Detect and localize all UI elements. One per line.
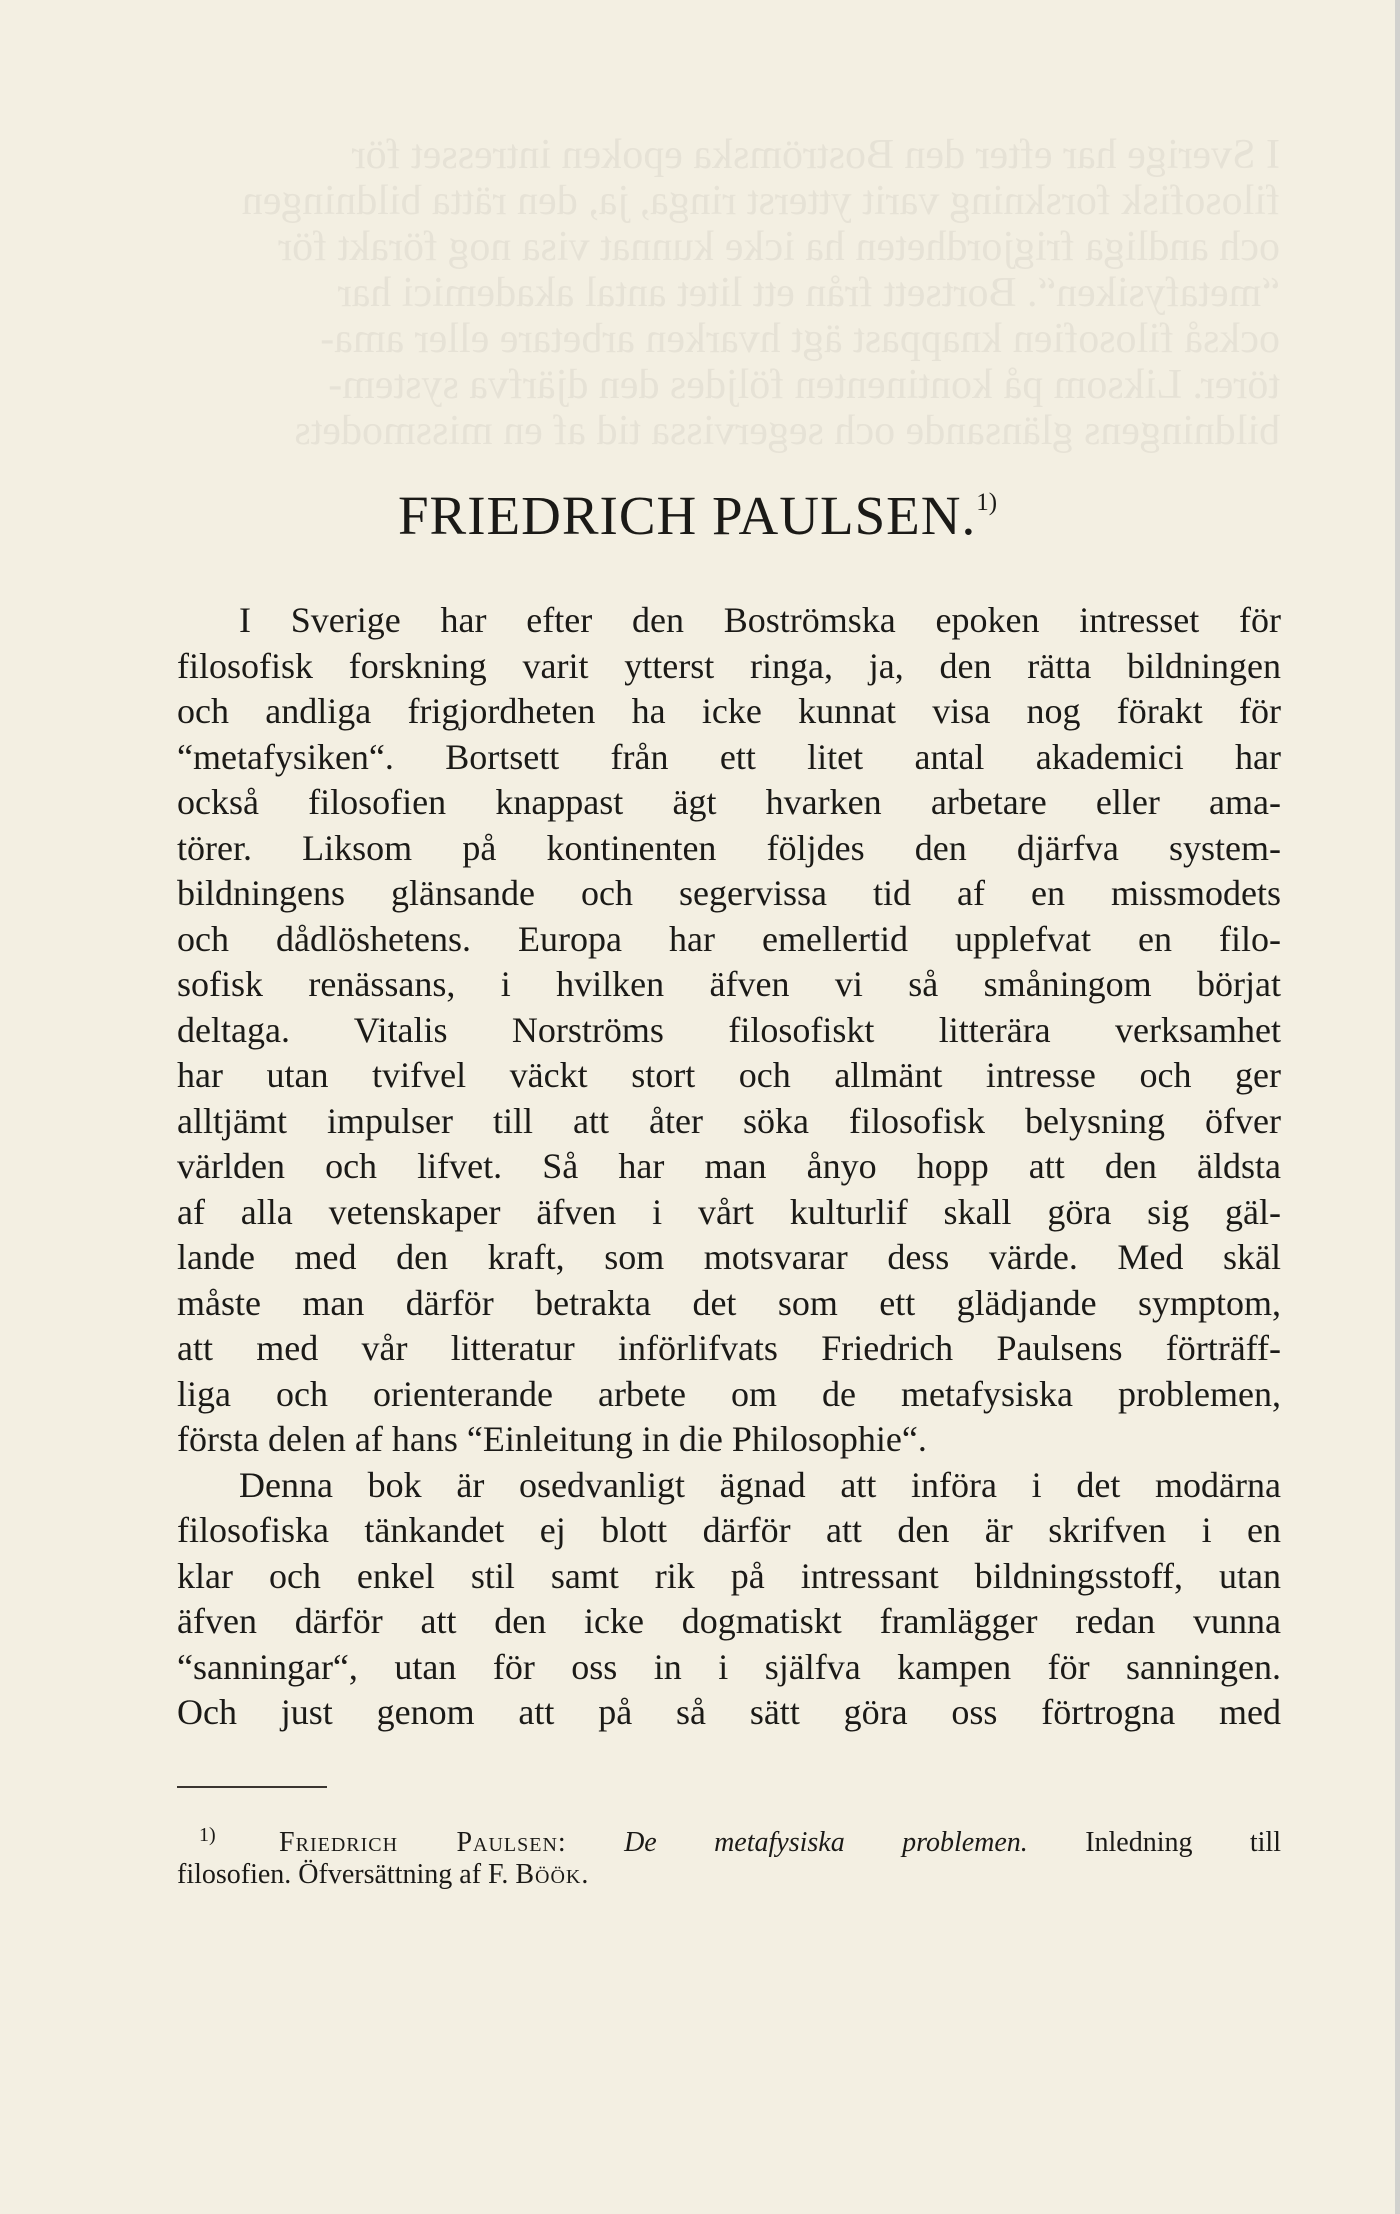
text-line: och andliga frigjordheten ha icke kunnat visa nog förakt för xyxy=(177,691,1281,731)
footnote-ref: 1) xyxy=(976,489,998,516)
footnote-marker: 1) xyxy=(199,1824,216,1846)
bleed-line: “metafysiken“. Bortsett från ett litet antal akademici har xyxy=(337,270,1280,316)
footnote-line-1 xyxy=(177,1815,1281,1858)
text-line: liga och orienterande arbete om de metafysiska problemen, xyxy=(177,1373,1281,1414)
text-line: lande med den kraft, som motsvarar dess värde. Med skäl xyxy=(177,1237,1281,1277)
bleed-line: I Sverige har efter den Boströmska epoken intresset för xyxy=(351,132,1280,178)
footnote-translator: Böök xyxy=(515,1859,582,1890)
text-line: och dådlöshetens. Europa har emellertid upplefvat en filo- xyxy=(177,918,1281,959)
text-line: af alla vetenskaper äfven i vårt kulturlif skall göra sig gäl- xyxy=(177,1191,1281,1232)
text-line: törer. Liksom på kontinenten följdes den djärfva system- xyxy=(177,827,1281,868)
text-line: filosofiska tänkandet ej blott därför att den är skrifven i en xyxy=(177,1510,1281,1550)
chapter-title xyxy=(0,468,1395,551)
text-line: “sanningar“, utan för oss in i själfva kampen för sanningen. xyxy=(177,1646,1281,1687)
text-line: “metafysiken“. Bortsett från ett litet antal akademici har xyxy=(177,736,1281,777)
text-line: första delen af hans “Einleitung in die Philosophie“. xyxy=(177,1419,927,1459)
text-line: har utan tvifvel väckt stort och allmänt intresse och ger xyxy=(177,1055,1281,1095)
bleed-line: filosofisk forskning varit ytterst ringa, ja, den rätta bildningen xyxy=(241,178,1280,224)
footnote-author: Friedrich Paulsen: xyxy=(279,1827,567,1858)
bleed-line: också filosofien knappast ägt hvarken arbetare eller ama- xyxy=(320,316,1280,362)
text-line: måste man därför betrakta det som ett glädjande symptom, xyxy=(177,1282,1281,1323)
chapter-title-text: FRIEDRICH PAULSEN. xyxy=(397,485,977,546)
footnote xyxy=(177,1815,1281,1895)
bleed-line: törer. Liksom på kontinenten följdes den djärfva system- xyxy=(328,362,1280,408)
text-line: I Sverige har efter den Boströmska epoken intresset för xyxy=(239,600,1281,640)
text-line: att med vår litteratur införlifvats Friedrich Paulsens förträff- xyxy=(177,1328,1281,1368)
bleed-line: bildningens glänsande och segervissa tid af en missmodets xyxy=(294,408,1280,454)
footnote-line2-text: filosofien. Öfversättning af F. xyxy=(177,1859,509,1890)
text-line: sofisk renässans, i hvilken äfven vi så småningom börjat xyxy=(177,964,1281,1004)
scan-edge xyxy=(1395,0,1400,2214)
body-text xyxy=(177,598,1281,1736)
footnote-line-2 xyxy=(177,1855,1281,1895)
footnote-divider xyxy=(177,1786,327,1788)
bleed-line: och andliga frigjordheten ha icke kunnat visa nog förakt för xyxy=(278,224,1280,270)
text-line: Och just genom att på så sätt göra oss förtrogna med xyxy=(177,1692,1281,1732)
footnote-line1-tail: Inledning till xyxy=(1085,1827,1281,1858)
bleed-through-text xyxy=(160,132,1280,454)
text-line: också filosofien knappast ägt hvarken arbetare eller ama- xyxy=(177,782,1281,822)
text-line: världen och lifvet. Så har man ånyo hopp att den äldsta xyxy=(177,1146,1281,1186)
text-line: bildningens glänsande och segervissa tid af en missmodets xyxy=(177,873,1281,913)
text-line: deltaga. Vitalis Norströms filosofiskt litterära verksamhet xyxy=(177,1009,1281,1050)
text-line: klar och enkel stil samt rik på intressant bildningsstoff, utan xyxy=(177,1555,1281,1596)
text-line: Denna bok är osedvanligt ägnad att införa i det modärna xyxy=(239,1464,1281,1505)
text-line: filosofisk forskning varit ytterst ringa, ja, den rätta bildningen xyxy=(177,645,1281,686)
footnote-work-title: De metafysiska problemen. xyxy=(624,1827,1028,1858)
text-line: alltjämt impulser till att åter söka filosofisk belysning öfver xyxy=(177,1100,1281,1141)
footnote-line2-end: . xyxy=(581,1859,589,1890)
text-line: äfven därför att den icke dogmatiskt framlägger redan vunna xyxy=(177,1601,1281,1641)
